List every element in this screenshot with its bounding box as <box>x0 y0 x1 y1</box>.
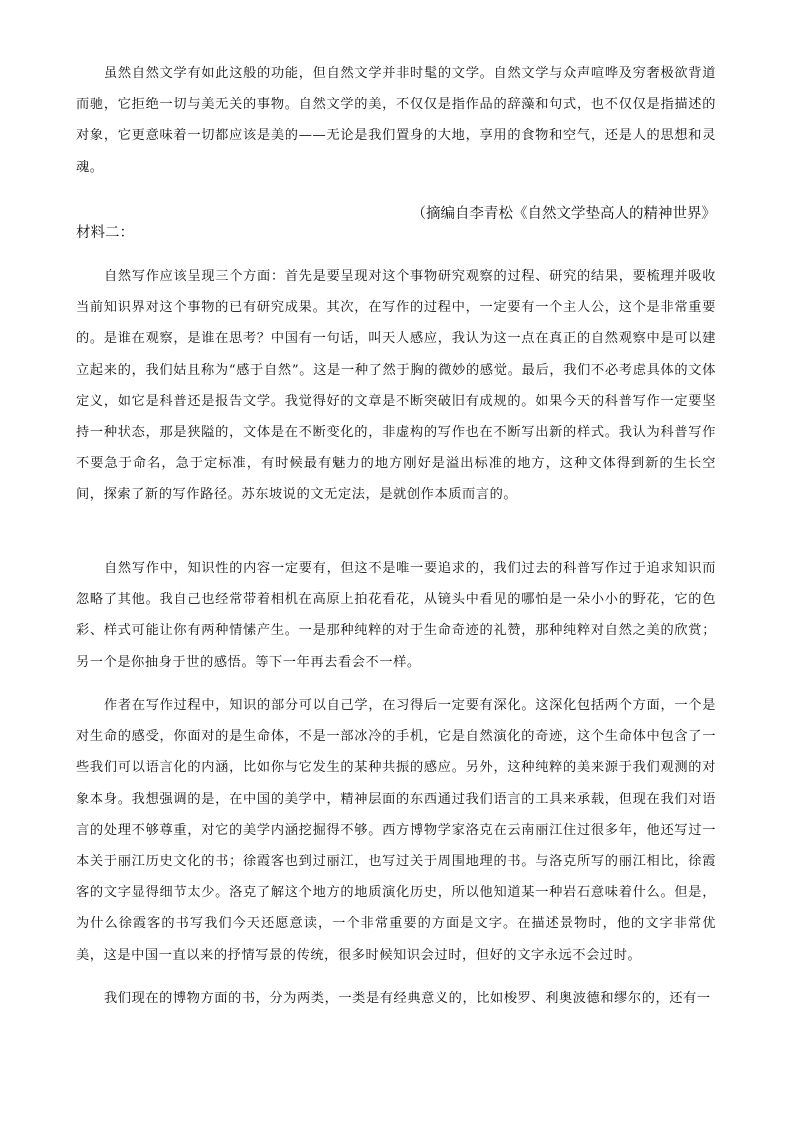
paragraph-intro: 虽然自然文学有如此这般的功能，但自然文学并非时髦的文学。自然文学与众声喧哗及穷奢极欲背道而驰，它拒绝一切与美无关的事物。自然文学的美，不仅仅是指作品的辞藻和句式，也不仅仅是指描述的对象，它更意味着一切都应该是美的——无论是我们置身的大地，享用的食物和空气，还是人的思想和灵魂。 <box>76 66 716 175</box>
paragraph-1: 自然写作应该呈现三个方面：首先是要呈现对这个事物研究观察的过程、研究的结果，要梳理并吸收当前知识界对这个事物的已有研究成果。其次，在写作的过程中，一定要有一个主人公，这个是非常重要的。是谁在观察，是谁在思考？中国有一句话，叫天人感应，我认为这一点在真正的自然观察中是可以建立起来的，我们姑且称为“感于自然”。这是一种了然于胸的微妙的感觉。最后，我们不必考虑具体的文体定义，如它是科普还是报告文学。我觉得好的文章是不断突破旧有成规的。如果今天的科普写作一定要坚持一种状态，那是狭隘的，文体是在不断变化的，非虚构的写作也在不断写出新的样式。我认为科普写作不要急于命名，急于定标准，有时候最有魅力的地方刚好是溢出标准的地方，这种文体得到新的生长空间，探索了新的写作路径。苏东坡说的文无定法，是就创作本质而言的。 <box>76 269 716 503</box>
paragraph-2: 自然写作中，知识性的内容一定要有，但这不是唯一要追求的，我们过去的科普写作过于追求知识而忽略了其他。我自己也经常带着相机在高原上拍花看花，从镜头中看见的哪怕是一朵小小的野花，它的色彩、样式可能让你有两种情愫产生。一是那种纯粹的对于生命奇迹的礼赞，那种纯粹对自然之美的欣赏；另一个是你抽身于世的感悟。等下一年再去看会不一样。 <box>76 561 716 670</box>
paragraph-3: 作者在写作过程中，知识的部分可以自己学，在习得后一定要有深化。这深化包括两个方面，一个是对生命的感受，你面对的是生命体，不是一部冰冷的手机，它是自然演化的奇迹，这个生命体中包含了一些我们可以语言化的内涵，比如你与它发生的某种共振的感应。另外，这种纯粹的美来源于我们观测的对象本身。我想强调的是，在中国的美学中，精神层面的东西通过我们语言的工具来承载，但现在我们对语言的处理不够尊重，对它的美学内涵挖掘得不够。西方博物学家洛克在云南丽江住过很多年，他还写过一本关于丽江历史文化的书；徐霞客也到过丽江，也写过关于周围地理的书。与洛克所写的丽江相比，徐霞客的文字显得细节太少。洛克了解这个地方的地质演化历史，所以他知道某一种岩石意味着什么。但是，为什么徐霞客的书写我们今天还愿意读，一个非常重要的方面是文字。在描述景物时，他的文字非常优美，这是中国一直以来的抒情写景的传统，很多时候知识会过时，但好的文字永远不会过时。 <box>76 698 716 963</box>
source-attribution: （摘编自李青松《自然文学垫高人的精神世界》 <box>411 206 716 222</box>
section-label-material-two: 材料二： <box>76 225 134 241</box>
paragraph-4: 我们现在的博物方面的书，分为两类，一类是有经典意义的，比如梭罗、利奥波德和缪尔的，还有一 <box>104 991 711 1006</box>
